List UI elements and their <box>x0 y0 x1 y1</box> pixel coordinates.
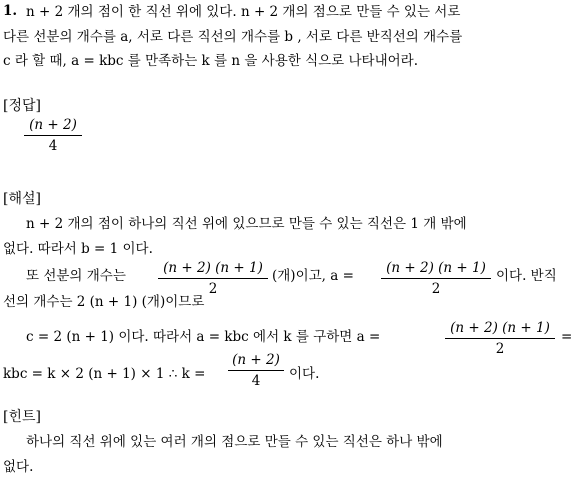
a-value-fraction <box>381 260 491 297</box>
a-value-numerator: (n + 2) (n + 1) <box>381 260 491 279</box>
segment-count-numerator: (n + 2) (n + 1) <box>158 260 268 279</box>
explanation-line-6b: 이다. <box>289 366 320 382</box>
a-formula-denominator: 2 <box>495 341 505 357</box>
explanation-line-4: 선의 개수는 2 (n + 1) (개)이므로 <box>3 294 205 310</box>
hint-header: [힌트] <box>3 409 41 425</box>
problem-line-3: c 라 할 때, a = kbc 를 만족하는 k 를 n 을 사용한 식으로 나타내어라. <box>3 53 418 69</box>
a-value-denominator: 2 <box>431 281 441 297</box>
answer-fraction <box>24 117 82 154</box>
segment-count-fraction <box>158 260 268 297</box>
k-result-denominator: 4 <box>251 373 261 389</box>
explanation-line-2: 없다. 따라서 b = 1 이다. <box>3 241 153 257</box>
a-formula-numerator: (n + 2) (n + 1) <box>445 320 555 339</box>
problem-line-1: n + 2 개의 점이 한 직선 위에 있다. n + 2 개의 점으로 만들 수 있는 서로 <box>26 4 461 20</box>
explanation-header: [해설] <box>3 191 41 207</box>
segment-count-denominator: 2 <box>208 281 218 297</box>
explanation-line-3b: (개)이고, a = <box>272 268 354 284</box>
explanation-line-3a: 또 선분의 개수는 <box>26 268 126 284</box>
a-formula-fraction <box>445 320 555 357</box>
answer-header: [정답] <box>3 98 41 114</box>
explanation-line-3c: 이다. 반직 <box>496 268 557 284</box>
k-result-fraction <box>228 352 284 389</box>
hint-line-1: 하나의 직선 위에 있는 여러 개의 점으로 만들 수 있는 직선은 하나 밖에 <box>26 434 443 450</box>
answer-fraction-denominator: 4 <box>48 138 58 154</box>
hint-line-2: 없다. <box>3 459 34 475</box>
problem-number: 1. <box>3 3 18 19</box>
explanation-line-5b: = <box>561 329 573 345</box>
answer-fraction-numerator: (n + 2) <box>24 117 82 136</box>
explanation-line-1: n + 2 개의 점이 하나의 직선 위에 있으므로 만들 수 있는 직선은 1 개 밖에 <box>26 216 467 232</box>
explanation-line-6a: kbc = k × 2 (n + 1) × 1 ∴ k = <box>3 366 206 382</box>
explanation-line-5a: c = 2 (n + 1) 이다. 따라서 a = kbc 에서 k 를 구하면 a = <box>26 329 381 345</box>
k-result-numerator: (n + 2) <box>228 352 284 371</box>
problem-line-2: 다른 선분의 개수를 a, 서로 다른 직선의 개수를 b , 서로 다른 반직선의 개수를 <box>3 29 463 45</box>
